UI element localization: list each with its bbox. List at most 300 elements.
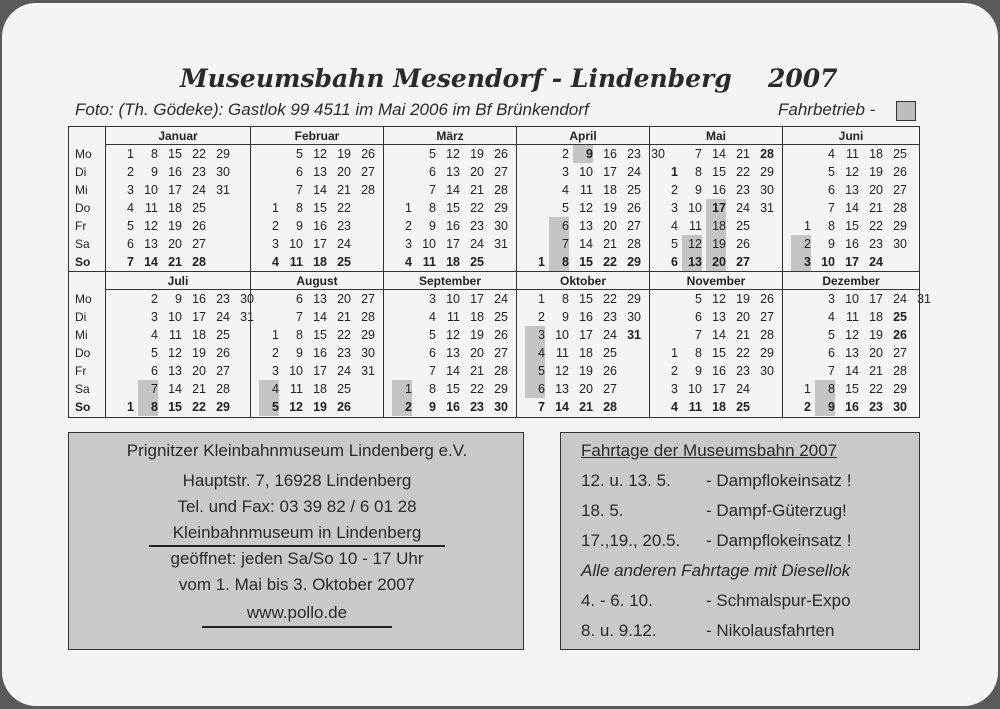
calendar-day: 14 (313, 310, 327, 324)
calendar-day: 23 (192, 165, 206, 179)
calendar-day: 6 (525, 380, 545, 398)
calendar-day: 13 (446, 346, 460, 360)
fahrtag-date: 4. - 6. 10. (581, 591, 653, 610)
month-block (250, 127, 383, 272)
calendar-day: 1 (538, 292, 545, 306)
calendar-day: 15 (579, 292, 593, 306)
calendar-day: 2 (151, 292, 158, 306)
calendar-day: 3 (671, 382, 678, 396)
half-year-separator (69, 271, 919, 272)
month-name: Juni (783, 127, 919, 145)
month-block (649, 127, 782, 272)
calendar-day: 18 (192, 328, 206, 342)
weekday-line (517, 398, 649, 416)
calendar-day: 3 (151, 310, 158, 324)
calendar-day: 6 (828, 183, 835, 197)
calendar-day: 9 (296, 219, 303, 233)
calendar-day: 4 (828, 310, 835, 324)
weekday-line (783, 199, 919, 217)
calendar-day: 23 (869, 400, 883, 414)
calendar-day: 22 (869, 382, 883, 396)
calendar-day: 28 (192, 255, 206, 269)
calendar-day: 8 (296, 201, 303, 215)
calendar-day: 15 (446, 201, 460, 215)
calendar-day: 7 (296, 183, 303, 197)
calendar-day: 1 (804, 219, 811, 233)
calendar-day: 27 (192, 237, 206, 251)
calendar-day: 6 (151, 364, 158, 378)
fahrtag-desc: - Nikolausfahrten (706, 621, 835, 640)
calendar-day: 11 (289, 255, 303, 269)
weekday-line (251, 326, 383, 344)
calendar-day: 18 (470, 310, 484, 324)
calendar-day: 23 (736, 364, 750, 378)
weekday-line (517, 253, 649, 271)
weekday-line (384, 199, 516, 217)
calendar-day: 22 (869, 219, 883, 233)
weekday-line (251, 380, 383, 398)
calendar-day: 25 (216, 328, 230, 342)
calendar-day: 12 (579, 201, 593, 215)
calendar-day: 20 (603, 219, 617, 233)
calendar-day: 24 (603, 328, 617, 342)
calendar-day: 16 (712, 364, 726, 378)
weekday-line (783, 362, 919, 380)
calendar-day: 28 (760, 328, 774, 342)
calendar-day: 8 (429, 201, 436, 215)
month-name: Mai (650, 127, 782, 145)
calendar-day: 30 (893, 237, 907, 251)
calendar-day: 3 (272, 237, 279, 251)
calendar-day: 24 (869, 255, 883, 269)
weekday-line (517, 362, 649, 380)
calendar-day: 9 (296, 346, 303, 360)
calendar-day: 30 (760, 183, 774, 197)
month-block (383, 272, 516, 417)
month-name: März (384, 127, 516, 145)
calendar-day: 12 (845, 328, 859, 342)
calendar-day: 8 (549, 253, 569, 271)
calendar-day: 27 (216, 364, 230, 378)
calendar-day: 5 (828, 165, 835, 179)
calendar-day: 16 (192, 292, 206, 306)
calendar-day: 5 (671, 237, 678, 251)
weekday-line (517, 181, 649, 199)
calendar-day: 22 (736, 165, 750, 179)
calendar-day: 22 (736, 346, 750, 360)
weekday-label: Sa (75, 237, 90, 251)
calendar-day: 5 (828, 328, 835, 342)
weekday-line (384, 308, 516, 326)
weekday-line (106, 308, 254, 326)
calendar-day: 17 (706, 199, 726, 217)
weekday-line (251, 308, 383, 326)
weekday-line (106, 380, 250, 398)
calendar-day: 12 (712, 292, 726, 306)
calendar-day: 24 (192, 183, 206, 197)
calendar-day: 13 (682, 253, 702, 271)
calendar-day: 28 (494, 183, 508, 197)
calendar-day: 24 (893, 292, 907, 306)
weekday-line (650, 145, 782, 163)
calendar-day: 17 (313, 364, 327, 378)
calendar-day: 26 (337, 400, 351, 414)
month-block (782, 272, 931, 417)
calendar-day: 24 (337, 364, 351, 378)
calendar-day: 9 (573, 145, 593, 163)
calendar-day: 18 (706, 217, 726, 235)
calendar-day: 17 (446, 237, 460, 251)
calendar-day: 3 (272, 364, 279, 378)
calendar-day: 10 (289, 364, 303, 378)
calendar-day: 16 (313, 346, 327, 360)
calendar-day: 15 (168, 400, 182, 414)
calendar-day: 4 (405, 255, 412, 269)
weekday-line (517, 199, 649, 217)
calendar-day: 12 (313, 147, 327, 161)
calendar-day: 27 (893, 346, 907, 360)
calendar-grid (68, 126, 931, 418)
calendar-day: 2 (272, 219, 279, 233)
calendar-day: 15 (313, 328, 327, 342)
calendar-day: 25 (494, 310, 508, 324)
calendar-day: 10 (168, 310, 182, 324)
month-name: November (650, 272, 782, 290)
title-bar (0, 64, 1000, 100)
calendar-day: 5 (127, 219, 134, 233)
weekday-line (251, 163, 383, 181)
weekday-line (783, 380, 919, 398)
calendar-day: 6 (429, 165, 436, 179)
calendar-day: 20 (168, 237, 182, 251)
calendar-day: 23 (470, 219, 484, 233)
weekday-line (650, 290, 782, 308)
calendar-day: 18 (869, 310, 883, 324)
fahrtag-desc: - Schmalspur-Expo (706, 591, 851, 610)
calendar-day: 5 (429, 147, 436, 161)
calendar-day: 25 (192, 201, 206, 215)
calendar-day: 13 (579, 219, 593, 233)
calendar-title: Museumsbahn Mesendorf - Lindenberg (180, 64, 732, 93)
calendar-day: 4 (259, 380, 279, 398)
calendar-day: 4 (671, 219, 678, 233)
weekday-line (783, 398, 919, 416)
weekday-line (783, 290, 931, 308)
calendar-day: 27 (494, 165, 508, 179)
weekday-label: Di (75, 165, 87, 179)
calendar-day: 1 (127, 400, 134, 414)
calendar-day: 25 (603, 346, 617, 360)
calendar-day: 8 (151, 147, 158, 161)
calendar-day: 12 (682, 235, 702, 253)
calendar-day: 19 (337, 147, 351, 161)
weekday-label: So (75, 255, 91, 269)
calendar-day: 15 (579, 255, 593, 269)
weekday-line (650, 253, 782, 271)
calendar-day: 30 (240, 292, 254, 306)
weekday-label: Do (75, 201, 91, 215)
calendar-day: 31 (627, 328, 641, 342)
calendar-day: 22 (603, 255, 617, 269)
calendar-day: 31 (240, 310, 254, 324)
weekday-line (783, 326, 919, 344)
calendar-day: 21 (579, 400, 593, 414)
museum-address: Hauptstr. 7, 16928 Lindenberg (182, 471, 412, 490)
weekday-line (106, 199, 250, 217)
calendar-day: 30 (361, 346, 375, 360)
calendar-day: 21 (337, 183, 351, 197)
calendar-day: 10 (821, 255, 835, 269)
weekday-line (251, 253, 383, 271)
weekday-line (251, 344, 383, 362)
calendar-day: 5 (151, 346, 158, 360)
calendar-day: 3 (671, 201, 678, 215)
museum-website-link[interactable]: www.pollo.de (246, 603, 348, 622)
weekday-line (106, 362, 250, 380)
calendar-day: 11 (290, 382, 303, 396)
calendar-day: 25 (627, 183, 641, 197)
calendar-day: 20 (337, 165, 351, 179)
weekday-line (384, 344, 516, 362)
calendar-day: 25 (736, 219, 750, 233)
calendar-day: 22 (192, 147, 206, 161)
calendar-day: 7 (138, 380, 158, 398)
calendar-day: 14 (712, 328, 726, 342)
calendar-day: 4 (828, 147, 835, 161)
calendar-day: 7 (296, 310, 303, 324)
calendar-day: 18 (712, 400, 726, 414)
calendar-day: 13 (313, 292, 327, 306)
calendar-day: 9 (828, 237, 835, 251)
calendar-day: 31 (917, 292, 931, 306)
weekday-line (650, 308, 782, 326)
weekday-labels (69, 145, 105, 271)
calendar-day: 28 (893, 364, 907, 378)
calendar-day: 29 (627, 292, 641, 306)
weekday-line (783, 344, 919, 362)
calendar-day: 23 (337, 346, 351, 360)
calendar-day: 17 (603, 165, 617, 179)
calendar-day: 25 (470, 255, 484, 269)
month-name: Februar (251, 127, 383, 145)
calendar-day: 7 (828, 364, 835, 378)
calendar-day: 14 (446, 183, 460, 197)
calendar-day: 24 (470, 237, 484, 251)
weekday-line (251, 398, 383, 416)
weekday-line (783, 181, 919, 199)
calendar-day: 12 (168, 346, 182, 360)
calendar-day: 17 (192, 310, 206, 324)
calendar-day: 12 (845, 165, 859, 179)
calendar-day: 10 (579, 165, 593, 179)
weekday-line (384, 217, 516, 235)
calendar-day: 29 (893, 219, 907, 233)
calendar-day: 28 (603, 400, 617, 414)
weekday-line (517, 235, 649, 253)
calendar-day: 1 (538, 255, 545, 269)
calendar-day: 17 (579, 328, 593, 342)
calendar-day: 19 (470, 147, 484, 161)
weekday-line (650, 398, 782, 416)
calendar-day: 3 (525, 326, 545, 344)
calendar-day: 8 (429, 382, 436, 396)
calendar-day: 21 (337, 310, 351, 324)
weekday-line (251, 362, 383, 380)
calendar-day: 23 (736, 183, 750, 197)
calendar-day: 14 (168, 382, 182, 396)
calendar-day: 2 (562, 147, 569, 161)
calendar-day: 18 (313, 255, 327, 269)
calendar-day: 9 (429, 400, 436, 414)
calendar-day: 20 (869, 346, 883, 360)
fahrtage-header: Fahrtage der Museumsbahn 2007 (581, 441, 838, 460)
weekday-line (384, 253, 516, 271)
month-name: April (517, 127, 649, 145)
calendar-day: 8 (828, 219, 835, 233)
calendar-day: 29 (494, 201, 508, 215)
calendar-day: 30 (494, 219, 508, 233)
weekday-label: Mo (75, 147, 92, 161)
fahrtag-date: 8. u. 9.12. (581, 621, 657, 640)
calendar-day: 16 (603, 147, 617, 161)
calendar-day: 30 (216, 165, 230, 179)
calendar-day: 13 (712, 310, 726, 324)
calendar-day: 29 (893, 382, 907, 396)
calendar-day: 23 (603, 310, 617, 324)
weekday-line (106, 253, 250, 271)
calendar-day: 16 (845, 237, 859, 251)
weekday-line (783, 163, 919, 181)
calendar-day: 11 (689, 219, 702, 233)
weekday-label: Fr (75, 219, 87, 233)
calendar-day: 8 (296, 328, 303, 342)
calendar-day: 6 (296, 165, 303, 179)
calendar-day: 1 (804, 382, 811, 396)
calendar-day: 20 (706, 253, 726, 271)
weekday-line (384, 290, 516, 308)
calendar-day: 22 (192, 400, 206, 414)
calendar-day: 13 (555, 382, 569, 396)
fahrtage-note: Alle anderen Fahrtage mit Diesellok (581, 561, 851, 580)
calendar-day: 26 (361, 147, 375, 161)
calendar-day: 19 (313, 400, 327, 414)
calendar-day: 7 (695, 147, 702, 161)
museum-season: vom 1. Mai bis 3. Oktober 2007 (178, 575, 416, 594)
weekday-line (650, 326, 782, 344)
weekday-labels (69, 290, 105, 416)
weekday-line (517, 163, 649, 181)
weekday-line (384, 181, 516, 199)
calendar-day: 24 (494, 292, 508, 306)
calendar-day: 12 (446, 328, 460, 342)
calendar-day: 25 (893, 310, 907, 324)
calendar-day: 12 (555, 364, 569, 378)
calendar-day: 18 (579, 346, 593, 360)
calendar-day: 20 (470, 165, 484, 179)
calendar-day: 31 (216, 183, 230, 197)
calendar-day: 14 (579, 237, 593, 251)
month-name: September (384, 272, 516, 290)
calendar-day: 20 (869, 183, 883, 197)
calendar-day: 13 (313, 165, 327, 179)
calendar-day: 16 (446, 219, 460, 233)
calendar-day: 24 (736, 382, 750, 396)
calendar-day: 5 (259, 398, 279, 416)
calendar-day: 23 (627, 147, 641, 161)
weekday-line (384, 163, 516, 181)
calendar-day: 2 (405, 219, 412, 233)
calendar-day: 15 (845, 219, 859, 233)
calendar-day: 13 (845, 183, 859, 197)
calendar-day: 5 (429, 328, 436, 342)
calendar-day: 4 (525, 344, 545, 362)
calendar-day: 18 (869, 147, 883, 161)
calendar-day: 12 (144, 219, 158, 233)
weekday-line (106, 290, 254, 308)
calendar-day: 9 (815, 398, 835, 416)
calendar-day: 20 (579, 382, 593, 396)
month-name: August (251, 272, 383, 290)
weekday-line (517, 217, 649, 235)
calendar-day: 20 (192, 364, 206, 378)
calendar-year: 2007 (768, 64, 838, 93)
calendar-day: 24 (337, 237, 351, 251)
calendar-day: 28 (494, 364, 508, 378)
calendar-day: 8 (695, 346, 702, 360)
calendar-day: 20 (470, 346, 484, 360)
weekday-line (251, 199, 383, 217)
calendar-day: 8 (562, 292, 569, 306)
calendar-day: 10 (446, 292, 460, 306)
calendar-day: 6 (549, 217, 569, 235)
calendar-day: 26 (760, 292, 774, 306)
calendar-day: 15 (845, 382, 859, 396)
calendar-day: 9 (429, 219, 436, 233)
calendar-day: 24 (627, 165, 641, 179)
calendar-day: 19 (579, 364, 593, 378)
calendar-day: 14 (555, 400, 569, 414)
calendar-day: 29 (760, 346, 774, 360)
calendar-day: 26 (494, 328, 508, 342)
calendar-day: 18 (603, 183, 617, 197)
weekday-label: Mi (75, 183, 88, 197)
month-name: Oktober (517, 272, 649, 290)
calendar-day: 21 (192, 382, 206, 396)
calendar-day: 21 (869, 364, 883, 378)
calendar-day: 19 (869, 328, 883, 342)
calendar-day: 8 (138, 398, 158, 416)
calendar-day: 9 (695, 183, 702, 197)
calendar-day: 5 (695, 292, 702, 306)
calendar-day: 1 (405, 201, 412, 215)
calendar-day: 11 (580, 183, 593, 197)
calendar-half-row (69, 127, 919, 272)
month-block (105, 127, 250, 272)
calendar-day: 7 (127, 255, 134, 269)
calendar-day: 21 (736, 147, 750, 161)
calendar-day: 21 (168, 255, 182, 269)
weekday-line (650, 217, 782, 235)
weekday-line (783, 217, 919, 235)
calendar-day: 15 (168, 147, 182, 161)
weekday-line (783, 253, 919, 271)
calendar-day: 6 (671, 255, 678, 269)
calendar-day: 21 (736, 328, 750, 342)
calendar-day: 4 (127, 201, 134, 215)
calendar-day: 11 (846, 310, 859, 324)
month-block (250, 272, 383, 417)
calendar-day: 29 (627, 255, 641, 269)
